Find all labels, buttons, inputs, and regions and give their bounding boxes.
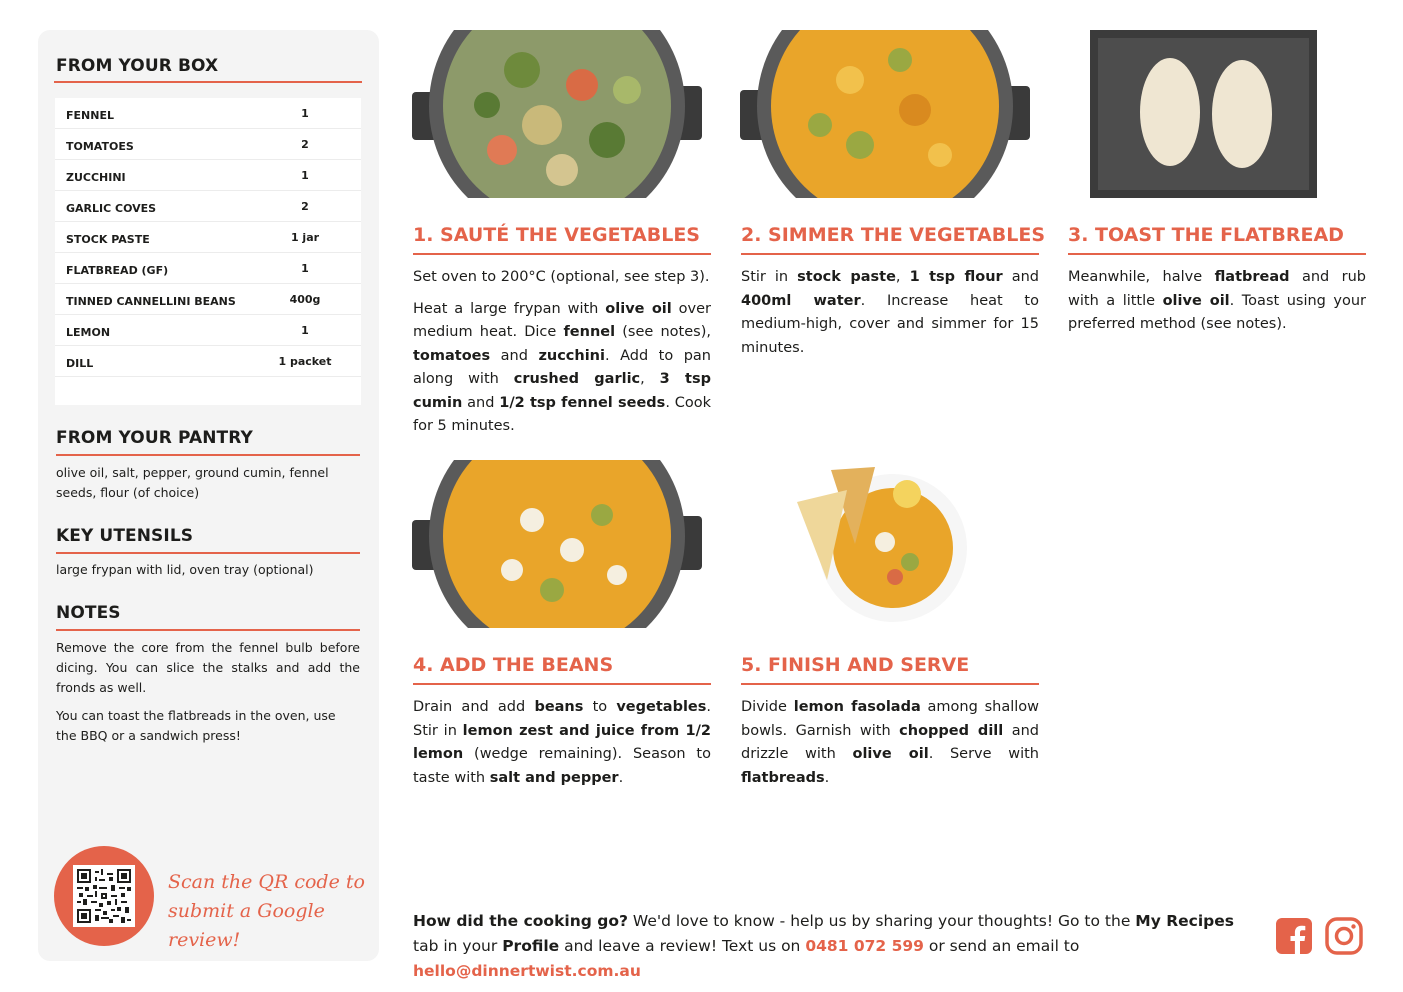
utensils-title: KEY UTENSILS bbox=[56, 526, 194, 546]
box-title: FROM YOUR BOX bbox=[56, 56, 219, 76]
ingredient-qty: 1 packet bbox=[278, 355, 332, 368]
step-4-text-p1: Drain and add beans to vegetables. Stir in lemon zest and juice from 1/2 lemon (wedge remaining). Season to taste with salt and pepper. bbox=[413, 699, 711, 786]
ingredient-qty: 1 bbox=[301, 324, 309, 337]
ingredient-qty: 1 bbox=[301, 262, 309, 275]
step-1-text-p1: Set oven to 200°C (optional, see step 3). bbox=[413, 269, 710, 285]
box-ingredients-table bbox=[55, 98, 361, 405]
table-row bbox=[55, 284, 361, 315]
step-4-title: 4. ADD THE BEANS bbox=[413, 654, 614, 676]
ingredient-name: STOCK PASTE bbox=[66, 233, 150, 246]
facebook-icon[interactable] bbox=[1275, 917, 1313, 955]
step-3-divider bbox=[1068, 253, 1366, 255]
pantry-title: FROM YOUR PANTRY bbox=[56, 428, 253, 448]
phone-link[interactable]: 0481 072 599 bbox=[805, 937, 924, 955]
ingredient-name: GARLIC COVES bbox=[66, 202, 157, 215]
notes-text-1: Remove the core from the fennel bulb before dicing. You can slice the stalks and add the fronds as well. bbox=[56, 640, 360, 695]
step-4-text bbox=[413, 696, 711, 790]
utensils-text: large frypan with lid, oven tray (optional) bbox=[56, 562, 314, 577]
step-5-title: 5. FINISH AND SERVE bbox=[741, 654, 970, 676]
ingredient-name: TINNED CANNELLINI BEANS bbox=[66, 295, 236, 308]
ingredient-qty: 2 bbox=[301, 200, 309, 213]
step-2-image bbox=[740, 30, 1030, 198]
table-row bbox=[55, 222, 361, 253]
email-link[interactable]: hello@dinnertwist.com.au bbox=[413, 962, 641, 980]
notes-text-2: You can toast the flatbreads in the oven, use the BBQ or a sandwich press! bbox=[56, 708, 336, 743]
table-row bbox=[55, 346, 361, 377]
step-2-title: 2. SIMMER THE VEGETABLES bbox=[741, 224, 1045, 246]
ingredient-name: TOMATOES bbox=[66, 140, 134, 153]
step-5-text-p1: Divide lemon fasolada among shallow bowls. Garnish with chopped dill and drizzle with olive oil. Serve with flatbreads. bbox=[741, 699, 1040, 786]
table-row bbox=[55, 129, 361, 160]
ingredient-name: FENNEL bbox=[66, 109, 114, 122]
ingredient-qty: 1 bbox=[301, 107, 309, 120]
step-3-image bbox=[1090, 30, 1317, 198]
notes-divider bbox=[56, 629, 360, 631]
qr-caption bbox=[168, 868, 368, 955]
step-1-text-p2: Heat a large frypan with olive oil over medium heat. Dice fennel (see notes), tomatoes and zucchini. Add to pan along with crushed garlic, 3 tsp cumin and 1/2 tsp fennel seeds. Cook for 5 minutes. bbox=[413, 300, 711, 434]
step-1-title: 1. SAUTÉ THE VEGETABLES bbox=[413, 224, 700, 246]
table-row bbox=[55, 191, 361, 222]
qr-caption-line-2: submit a Google review! bbox=[168, 900, 325, 951]
feedback-footer: How did the cooking go? We'd love to know - help us by sharing your thoughts! Go to the My Recipes tab in your Profile and leave a review! Text us on 0481 072 599 or send an email to hello@dinnertwist.com.au bbox=[413, 912, 1234, 980]
ingredients-sidebar bbox=[38, 30, 379, 961]
ingredient-qty: 400g bbox=[289, 293, 321, 306]
step-2-text bbox=[741, 266, 1039, 360]
step-5-divider bbox=[741, 683, 1039, 685]
step-4-divider bbox=[413, 683, 711, 685]
qr-caption-line-1: Scan the QR code to bbox=[168, 871, 365, 893]
qr-code[interactable] bbox=[73, 865, 135, 927]
ingredient-name: FLATBREAD (GF) bbox=[66, 264, 169, 277]
step-1-text bbox=[413, 266, 711, 439]
step-1-image bbox=[412, 30, 702, 198]
pantry-text: olive oil, salt, pepper, ground cumin, fennel seeds, flour (of choice) bbox=[56, 465, 329, 500]
qr-badge bbox=[54, 846, 154, 946]
step-2-text-p1: Stir in stock paste, 1 tsp flour and 400ml water. Increase heat to medium-high, cover and simmer for 15 minutes. bbox=[741, 269, 1040, 356]
instagram-icon[interactable] bbox=[1325, 917, 1363, 955]
ingredient-qty: 1 jar bbox=[290, 231, 320, 244]
ingredient-name: ZUCCHINI bbox=[66, 171, 126, 184]
step-4-image bbox=[412, 460, 702, 628]
step-3-text bbox=[1068, 266, 1366, 337]
notes-title: NOTES bbox=[56, 603, 121, 623]
ingredient-qty: 1 bbox=[301, 169, 309, 182]
step-2-divider bbox=[741, 253, 1039, 255]
table-row bbox=[55, 160, 361, 191]
utensils-divider bbox=[56, 552, 360, 554]
table-row bbox=[55, 98, 361, 129]
ingredient-qty: 2 bbox=[301, 138, 309, 151]
step-1-divider bbox=[413, 253, 711, 255]
step-3-text-p1: Meanwhile, halve flatbread and rub with a little olive oil. Toast using your preferred method (see notes). bbox=[1068, 269, 1367, 332]
ingredient-name: DILL bbox=[66, 357, 94, 370]
table-row bbox=[55, 253, 361, 284]
box-title-divider bbox=[54, 81, 362, 83]
pantry-divider bbox=[56, 454, 360, 456]
step-3-title: 3. TOAST THE FLATBREAD bbox=[1068, 224, 1344, 246]
step-5-image bbox=[795, 462, 975, 624]
table-row bbox=[55, 315, 361, 346]
ingredient-name: LEMON bbox=[66, 326, 111, 339]
step-5-text bbox=[741, 696, 1039, 790]
